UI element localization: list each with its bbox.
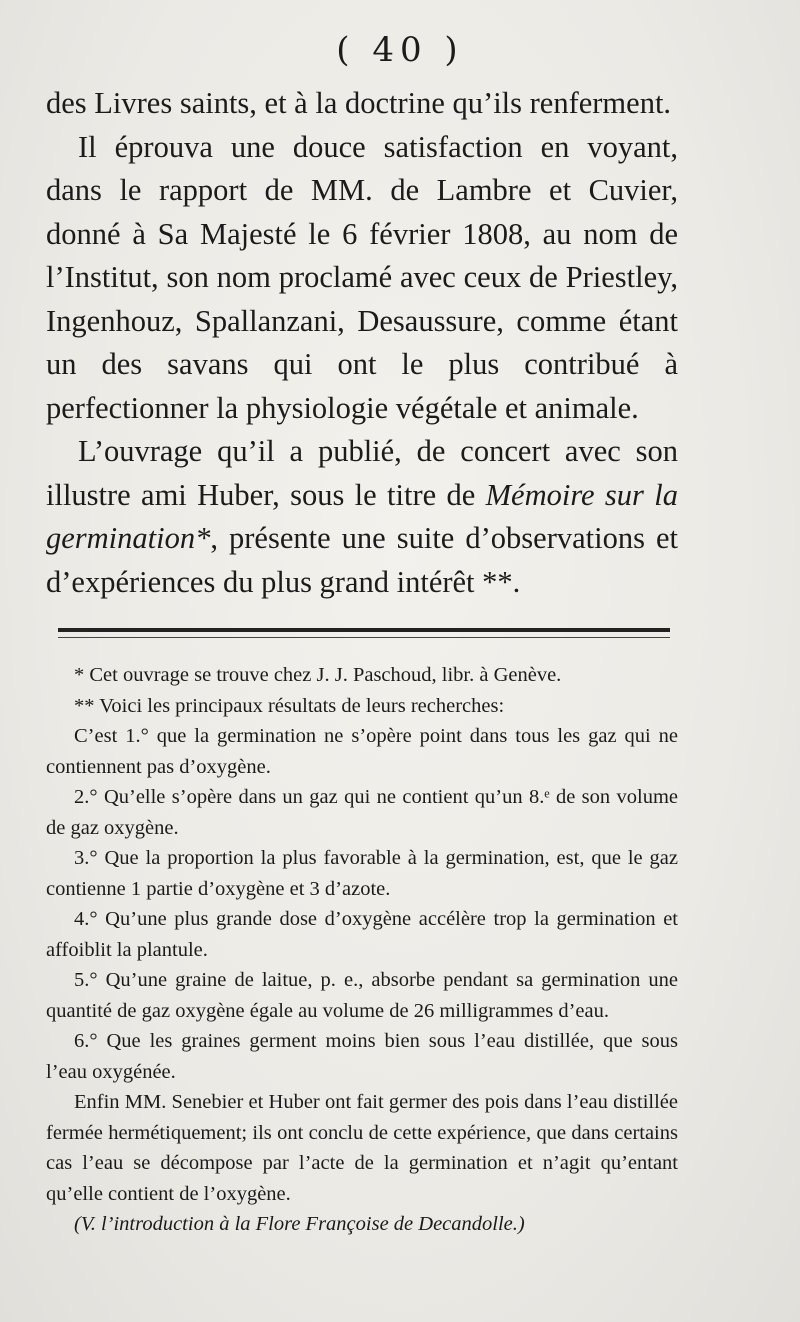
result-item-4: 4.° Qu’une plus grande dose d’oxygène accélère trop la germination et affoiblit la plantule. <box>46 908 678 961</box>
footnote-mark-1: * <box>195 521 211 555</box>
footnote-1: * Cet ouvrage se trouve chez J. J. Paschoud, libr. à Genève. <box>74 664 562 686</box>
result-item-1: C’est 1.° que la germination ne s’opère point dans tous les gaz qui ne contiennent pas d’oxygène. <box>46 725 678 778</box>
main-text <box>46 82 678 604</box>
footnote-mark-2: ** <box>482 564 513 599</box>
result-item-3: 3.° Que la proportion la plus favorable à la germination, est, que le gaz contienne 1 partie d’oxygène et 3 d’azote. <box>46 847 678 900</box>
main-paragraph-3 <box>46 430 678 604</box>
footnote-2: ** Voici les principaux résultats de leurs recherches: <box>74 694 505 717</box>
paragraph-3-lead: L’ouvrage qu’il a publié, de concert avec son illustre ami Huber, sous le titre de <box>46 434 678 512</box>
footnote-conclusion: Enfin MM. Senebier et Huber ont fait germer des pois dans l’eau distillée fermée hermétiquement; ils ont conclu de cette expérience, que dans certains cas l’eau se décompose par l’acte de la germination et n’agit qu’entant qu’elle contient de l’oxygène. <box>46 1091 678 1205</box>
result-item-5: 5.° Qu’une graine de laitue, p. e., absorbe pendant sa germination une quantité de gaz oxygène égale au volume de 26 milligrammes d’eau. <box>46 969 678 1022</box>
main-paragraph-1: des Livres saints, et à la doctrine qu’ils renferment. <box>46 86 672 120</box>
footnote-separator-fine <box>58 637 670 638</box>
footnote-reference: (V. l’introduction à la Flore Françoise de Decandolle.) <box>74 1213 525 1235</box>
paragraph-3-end: . <box>512 564 521 599</box>
result-item-6: 6.° Que les graines germent moins bien sous l’eau distillée, que sous l’eau oxygénée. <box>46 1030 678 1083</box>
result-item-2: 2.° Qu’elle s’opère dans un gaz qui ne contient qu’un 8.ᵉ de son volume de gaz oxygène. <box>46 786 678 839</box>
footnote-separator <box>58 628 670 632</box>
footnotes <box>46 660 678 1240</box>
paragraph-3-body: , présente une suite d’observations et d’expériences du plus grand intérêt <box>46 521 678 599</box>
page-number: ( 40 ) <box>336 30 464 70</box>
main-paragraph-2: Il éprouva une douce satisfaction en voyant, dans le rapport de MM. de Lambre et Cuvier, donné à Sa Majesté le 6 février 1808, au nom de l’Institut, son nom proclamé avec ceux de Priestley, Ingenhouz, Spallanzani, Desaussure, comme étant un des savans qui ont le plus contribué à perfectionner la physiologie végétale et animale. <box>46 129 678 425</box>
memoir-title: Mémoire sur la germination <box>46 477 678 555</box>
